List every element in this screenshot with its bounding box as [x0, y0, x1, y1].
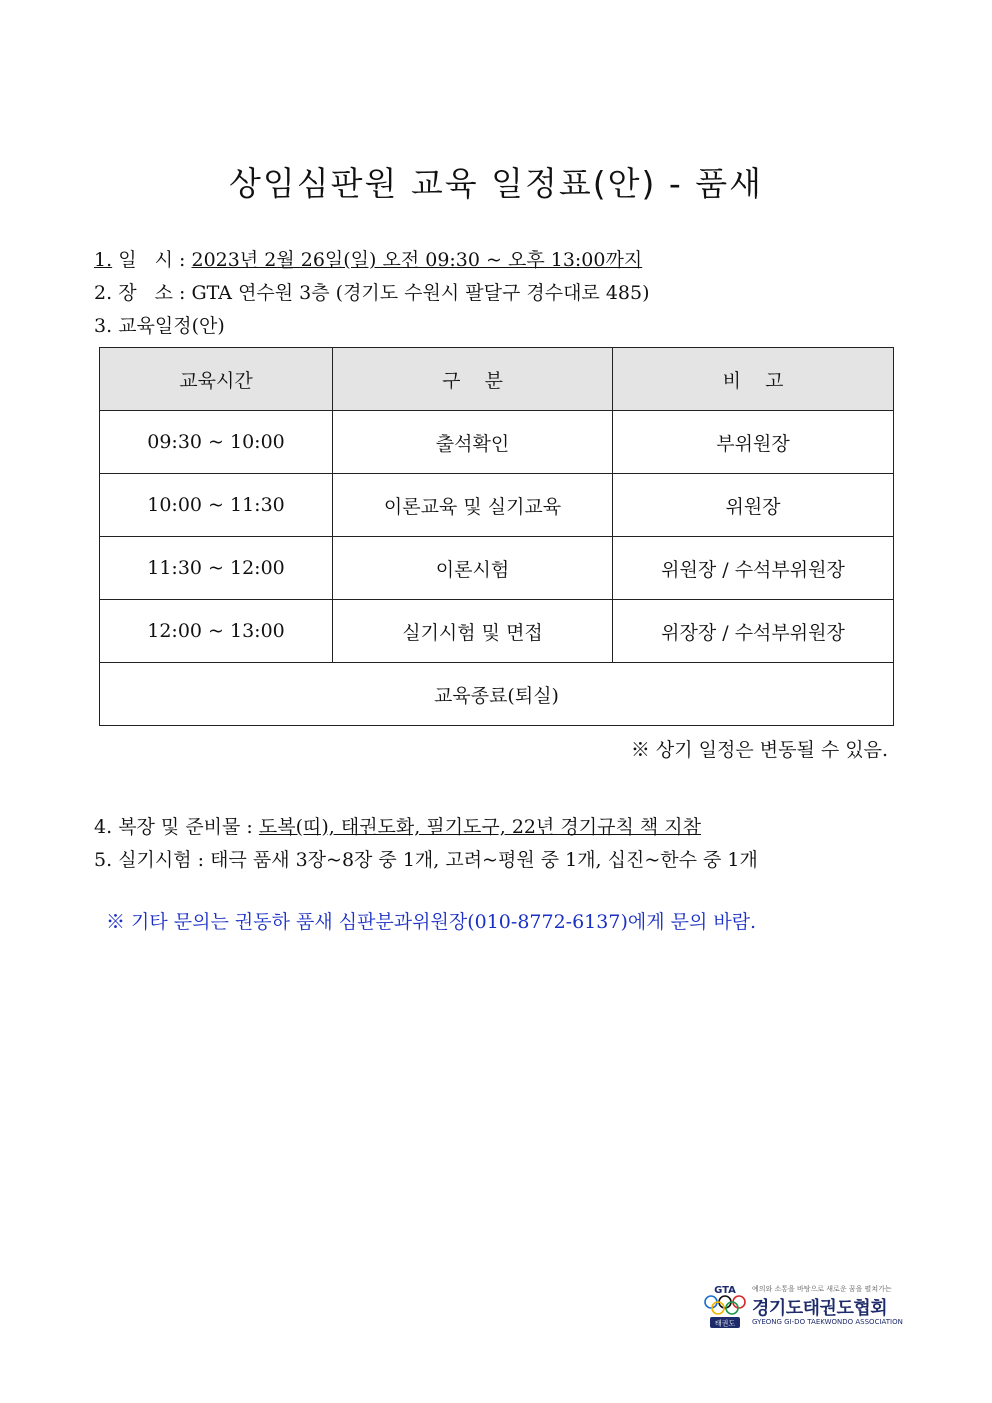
header-category: 구 분	[333, 348, 613, 411]
attire-label: 복장 및 준비물 :	[118, 816, 259, 838]
cell-time: 12:00 ~ 13:00	[100, 600, 333, 663]
item-number: 4.	[94, 816, 113, 838]
schedule-note: ※ 상기 일정은 변동될 수 있음.	[630, 739, 888, 761]
cell-category: 출석확인	[333, 411, 613, 474]
practical-label: 실기시험 :	[118, 849, 211, 871]
table-row	[100, 474, 894, 537]
table-footer-row	[100, 663, 894, 726]
date-line	[94, 245, 642, 272]
cell-category: 실기시험 및 면접	[333, 600, 613, 663]
date-label: 일 시 :	[118, 249, 192, 271]
date-value: 2023년 2월 26일(일) 오전 09:30 ~ 오후 13:00까지	[191, 249, 643, 271]
cell-remarks: 위원장 / 수석부위원장	[613, 537, 894, 600]
item-number: 2.	[94, 282, 113, 304]
logo-slogan: 예의와 소통을 바탕으로 새로운 꿈을 펼쳐가는	[752, 1285, 892, 1293]
item-number: 3.	[94, 315, 113, 337]
location-line	[94, 278, 650, 305]
schedule-table	[99, 347, 894, 726]
cell-time: 11:30 ~ 12:00	[100, 537, 333, 600]
logo-name: 경기도태권도협회	[752, 1298, 888, 1319]
association-logo	[702, 1282, 902, 1332]
schedule-heading	[94, 311, 225, 338]
olympic-rings-icon	[702, 1282, 748, 1330]
table-header-row	[100, 348, 894, 411]
cell-remarks: 위원장	[613, 474, 894, 537]
attire-value: 도복(띠), 태권도화, 필기도구, 22년 경기규칙 책 지참	[258, 816, 701, 838]
table-row	[100, 600, 894, 663]
schedule-label: 교육일정(안)	[118, 315, 225, 337]
cell-remarks: 위장장 / 수석부위원장	[613, 600, 894, 663]
cell-category: 이론시험	[333, 537, 613, 600]
practical-value: 태극 품새 3장~8장 중 1개, 고려~평원 중 1개, 십진~한수 중 1개	[210, 849, 758, 871]
item-number: 5.	[94, 849, 113, 871]
cell-category: 이론교육 및 실기교육	[333, 474, 613, 537]
emblem-text: GTA	[714, 1285, 736, 1296]
location-label: 장 소 :	[118, 282, 192, 304]
table-row	[100, 411, 894, 474]
cell-end: 교육종료(퇴실)	[100, 663, 894, 726]
cell-remarks: 부위원장	[613, 411, 894, 474]
item-number: 1.	[94, 249, 113, 271]
header-time: 교육시간	[100, 348, 333, 411]
logo-name-en: GYEONG GI-DO TAEKWONDO ASSOCIATION	[752, 1318, 903, 1326]
page-title: 상임심판원 교육 일정표(안) - 품새	[228, 164, 764, 203]
emblem-badge: 태권도	[714, 1319, 736, 1328]
table-row	[100, 537, 894, 600]
location-value: GTA 연수원 3층 (경기도 수원시 팔달구 경수대로 485)	[191, 282, 650, 304]
contact-notice: ※ 기타 문의는 권동하 품새 심판분과위원장(010-8772-6137)에게 문의 바람.	[106, 911, 757, 933]
practical-line	[94, 845, 758, 872]
attire-line	[94, 812, 701, 839]
cell-time: 10:00 ~ 11:30	[100, 474, 333, 537]
cell-time: 09:30 ~ 10:00	[100, 411, 333, 474]
header-remarks: 비 고	[613, 348, 894, 411]
